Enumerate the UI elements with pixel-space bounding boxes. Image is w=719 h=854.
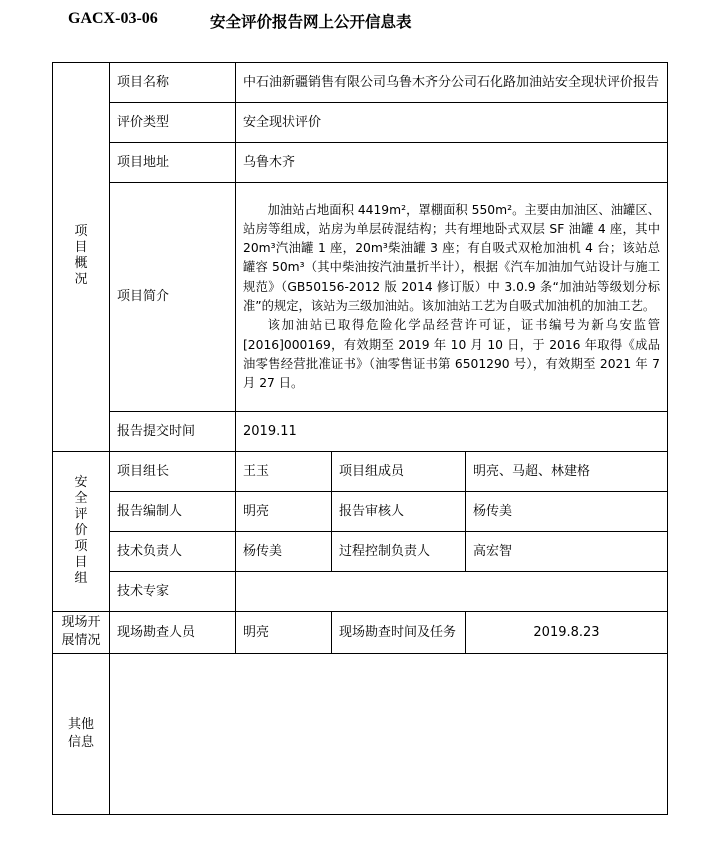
intro-paragraph-1: 加油站占地面积 4419m²，罩棚面积 550m²。主要由加油区、油罐区、站房等组成，站房为单层砖混结构；共有埋地卧式双层 SF 油罐 4 座，其中 20m³汽油罐 1 座，20m³柴油罐 3 座；有自吸式双枪加油机 4 台；该站总罐容 50m³（其中柴油按汽油量折半计），根据《汽车加油加气站设计与施工规范》（GB50156-2012 版 2014 修订版）中 3.0.9 条“加油站等级划分标准”的规定，该站为三级加油站。该加油站工艺为自吸式加油机的加油工艺。 [243, 202, 660, 313]
row-tech-expert [53, 572, 668, 612]
project-address-value: 乌鲁木齐 [236, 143, 668, 183]
report-author-value: 明亮 [236, 492, 332, 532]
project-name-label: 项目名称 [110, 63, 236, 103]
row-project-address [53, 143, 668, 183]
report-reviewer-label: 报告审核人 [332, 492, 466, 532]
section-other-label: 其他信息 [67, 716, 94, 750]
row-team-leader [53, 452, 668, 492]
row-site-survey [53, 612, 668, 654]
info-table [52, 62, 668, 815]
document-header [68, 10, 719, 34]
section-site-label: 现场开展情况 [61, 615, 101, 648]
section-site [53, 612, 110, 654]
site-person-value: 明亮 [236, 612, 332, 654]
process-control-value: 高宏智 [466, 532, 668, 572]
team-members-value: 明亮、马超、林建格 [466, 452, 668, 492]
other-info-value [110, 654, 668, 815]
project-intro-value [236, 183, 668, 412]
report-author-label: 报告编制人 [110, 492, 236, 532]
intro-paragraph-2: 该加油站已取得危险化学品经营许可证，证书编号为新乌安监管[2016]000169，有效期至 2019 年 10 月 10 日，于 2016 年取得《成品油零售经营批准证书》（油零售证书第 6501290 号），有效期至 2021 年 7 月 27 日。 [243, 318, 660, 391]
row-project-name [53, 63, 668, 103]
row-tech-lead [53, 532, 668, 572]
tech-lead-value: 杨传美 [236, 532, 332, 572]
project-name-value: 中石油新疆销售有限公司乌鲁木齐分公司石化路加油站安全现状评价报告 [236, 63, 668, 103]
report-reviewer-value: 杨传美 [466, 492, 668, 532]
row-evaluation-type [53, 103, 668, 143]
document-code: GACX-03-06 [68, 10, 158, 27]
row-project-intro [53, 183, 668, 412]
row-submit-date [53, 412, 668, 452]
project-intro-label: 项目简介 [110, 183, 236, 412]
site-time-label: 现场勘查时间及任务 [332, 612, 466, 654]
section-team [53, 452, 110, 612]
project-address-label: 项目地址 [110, 143, 236, 183]
section-overview [53, 63, 110, 452]
tech-expert-value [236, 572, 668, 612]
tech-expert-label: 技术专家 [110, 572, 236, 612]
evaluation-type-label: 评价类型 [110, 103, 236, 143]
team-members-label: 项目组成员 [332, 452, 466, 492]
submit-date-label: 报告提交时间 [110, 412, 236, 452]
row-other-info [53, 654, 668, 815]
team-leader-value: 王玉 [236, 452, 332, 492]
document-title: 安全评价报告网上公开信息表 [210, 13, 412, 31]
row-report-author [53, 492, 668, 532]
section-overview-label: 项目概况 [74, 224, 88, 287]
tech-lead-label: 技术负责人 [110, 532, 236, 572]
section-other [53, 654, 110, 815]
process-control-label: 过程控制负责人 [332, 532, 466, 572]
section-team-label: 安全评价项目组 [74, 474, 88, 586]
evaluation-type-value: 安全现状评价 [236, 103, 668, 143]
team-leader-label: 项目组长 [110, 452, 236, 492]
site-person-label: 现场勘查人员 [110, 612, 236, 654]
site-time-value: 2019.8.23 [466, 612, 668, 654]
submit-date-value: 2019.11 [236, 412, 668, 452]
